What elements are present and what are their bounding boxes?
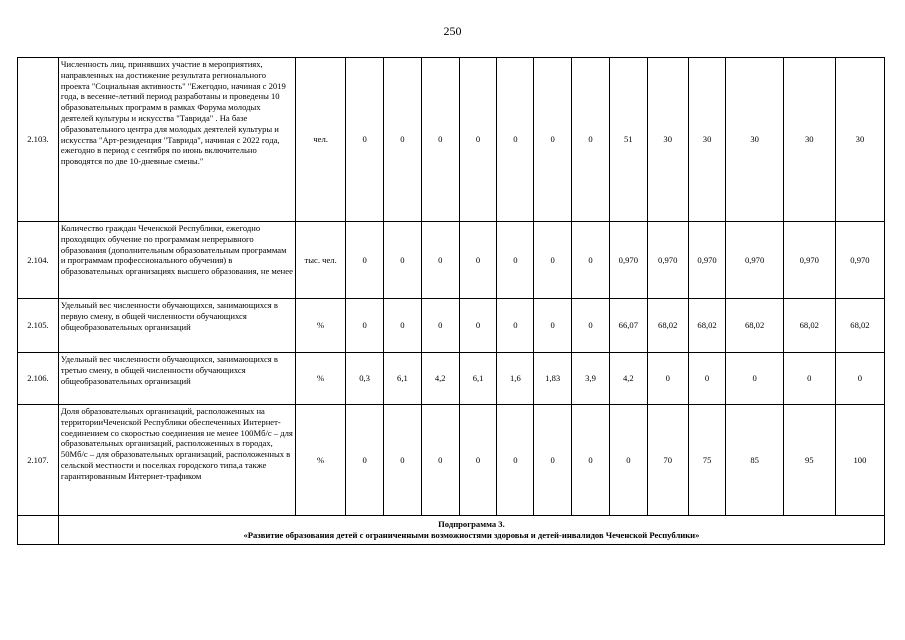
- value-cell: 0,970: [726, 222, 783, 299]
- value-cell: 0: [421, 405, 459, 516]
- value-cell: 0,970: [835, 222, 884, 299]
- value-cell: 0: [384, 58, 422, 222]
- row-number: 2.105.: [18, 299, 59, 353]
- value-cell: 0: [384, 405, 422, 516]
- indicators-table: [17, 57, 885, 545]
- value-cell: 0: [647, 353, 688, 405]
- value-cell: 0: [572, 405, 610, 516]
- value-cell: 0,970: [647, 222, 688, 299]
- value-cell: 0: [459, 405, 497, 516]
- value-cell: 0: [688, 353, 726, 405]
- value-cell: 30: [688, 58, 726, 222]
- value-cell: 68,02: [835, 299, 884, 353]
- unit-cell: %: [296, 299, 346, 353]
- subprogram-label: Подпрограмма 3.: [438, 519, 505, 530]
- value-cell: 95: [783, 405, 835, 516]
- value-cell: 3,9: [572, 353, 610, 405]
- value-cell: 66,07: [609, 299, 647, 353]
- value-cell: 1,6: [497, 353, 534, 405]
- value-cell: 0: [346, 405, 384, 516]
- table-row: [18, 58, 885, 222]
- value-cell: 0: [497, 405, 534, 516]
- value-cell: 100: [835, 405, 884, 516]
- value-cell: 1,83: [534, 353, 572, 405]
- value-cell: 0,970: [783, 222, 835, 299]
- indicator-description: Количество граждан Чеченской Республики, ежегодно проходящих обучение по программам непрерывного образования (дополнительным образовательным программам и программам профессионального обучения) в образовательных организациях высшего образования, не менее: [58, 222, 295, 299]
- value-cell: 0: [459, 58, 497, 222]
- value-cell: 0: [384, 299, 422, 353]
- value-cell: 30: [835, 58, 884, 222]
- value-cell: 0: [609, 405, 647, 516]
- value-cell: 51: [609, 58, 647, 222]
- indicator-description: Доля образовательных организаций, расположенных на территорииЧеченской Республики обеспеченных Интернет-соединением со скоростью соединения не менее 100Мб/с – для образовательных организаций, расположенных в городах, 50Мб/с – для образовательных организаций, расположенных в сельской местности и поселках городского типа,а также гарантированным Интернет-трафиком: [58, 405, 295, 516]
- value-cell: 0: [346, 299, 384, 353]
- subprogram-name: «Развитие образования детей с ограниченными возможностями здоровья и детей-инвалидов Чеченской Республики»: [243, 530, 700, 540]
- value-cell: 68,02: [688, 299, 726, 353]
- row-number: 2.103.: [18, 58, 59, 222]
- value-cell: 0: [421, 222, 459, 299]
- value-cell: 0: [497, 58, 534, 222]
- value-cell: 0: [572, 58, 610, 222]
- unit-cell: %: [296, 353, 346, 405]
- value-cell: 4,2: [609, 353, 647, 405]
- value-cell: 68,02: [726, 299, 783, 353]
- value-cell: 68,02: [783, 299, 835, 353]
- value-cell: 85: [726, 405, 783, 516]
- subprogram-row: [18, 516, 885, 545]
- value-cell: 0: [835, 353, 884, 405]
- value-cell: 0: [497, 222, 534, 299]
- table-row: [18, 353, 885, 405]
- value-cell: 6,1: [459, 353, 497, 405]
- value-cell: 30: [783, 58, 835, 222]
- value-cell: 0,3: [346, 353, 384, 405]
- indicator-description: Численность лиц, принявших участие в мероприятиях, направленных на достижение результата регионального проекта "Социальная активность" "Ежегодно, начиная с 2019 года, в весенне-летний период разработаны и проведены 10 образовательных программ в рамках Форума молодых деятелей культуры и искусства "Таврида" . На базе образовательного центра для молодых деятелей культуры и искусства "Арт-резиденция "Таврида", начиная с 2022 года, ежегодно в период с сентября по июнь включительно проводятся по две 10-дневные смены.": [58, 58, 295, 222]
- row-number: 2.104.: [18, 222, 59, 299]
- page-number: 250: [443, 24, 462, 38]
- table-row: [18, 299, 885, 353]
- value-cell: 0: [459, 222, 497, 299]
- row-number: 2.106.: [18, 353, 59, 405]
- value-cell: 0: [421, 299, 459, 353]
- value-cell: 0: [497, 299, 534, 353]
- value-cell: 0,970: [609, 222, 647, 299]
- value-cell: 6,1: [384, 353, 422, 405]
- unit-cell: тыс. чел.: [296, 222, 346, 299]
- value-cell: 0: [572, 299, 610, 353]
- table-row: [18, 222, 885, 299]
- value-cell: 30: [647, 58, 688, 222]
- indicator-description: Удельный вес численности обучающихся, занимающихся в первую смену, в общей численности обучающихся общеобразовательных организаций: [58, 299, 295, 353]
- unit-cell: чел.: [296, 58, 346, 222]
- value-cell: 4,2: [421, 353, 459, 405]
- value-cell: 0: [421, 58, 459, 222]
- value-cell: 68,02: [647, 299, 688, 353]
- value-cell: 70: [647, 405, 688, 516]
- value-cell: 30: [726, 58, 783, 222]
- value-cell: 0: [783, 353, 835, 405]
- subprogram-number-cell: [18, 516, 59, 545]
- unit-cell: %: [296, 405, 346, 516]
- value-cell: 0: [384, 222, 422, 299]
- value-cell: 75: [688, 405, 726, 516]
- subprogram-title: [58, 516, 884, 545]
- row-number: 2.107.: [18, 405, 59, 516]
- value-cell: 0: [534, 58, 572, 222]
- value-cell: 0: [534, 299, 572, 353]
- value-cell: 0: [726, 353, 783, 405]
- value-cell: 0,970: [688, 222, 726, 299]
- value-cell: 0: [346, 58, 384, 222]
- value-cell: 0: [534, 222, 572, 299]
- indicator-description: Удельный вес численности обучающихся, занимающихся в третью смену, в общей численности обучающихся общеобразовательных организаций: [58, 353, 295, 405]
- value-cell: 0: [346, 222, 384, 299]
- value-cell: 0: [534, 405, 572, 516]
- table-row: [18, 405, 885, 516]
- value-cell: 0: [572, 222, 610, 299]
- value-cell: 0: [459, 299, 497, 353]
